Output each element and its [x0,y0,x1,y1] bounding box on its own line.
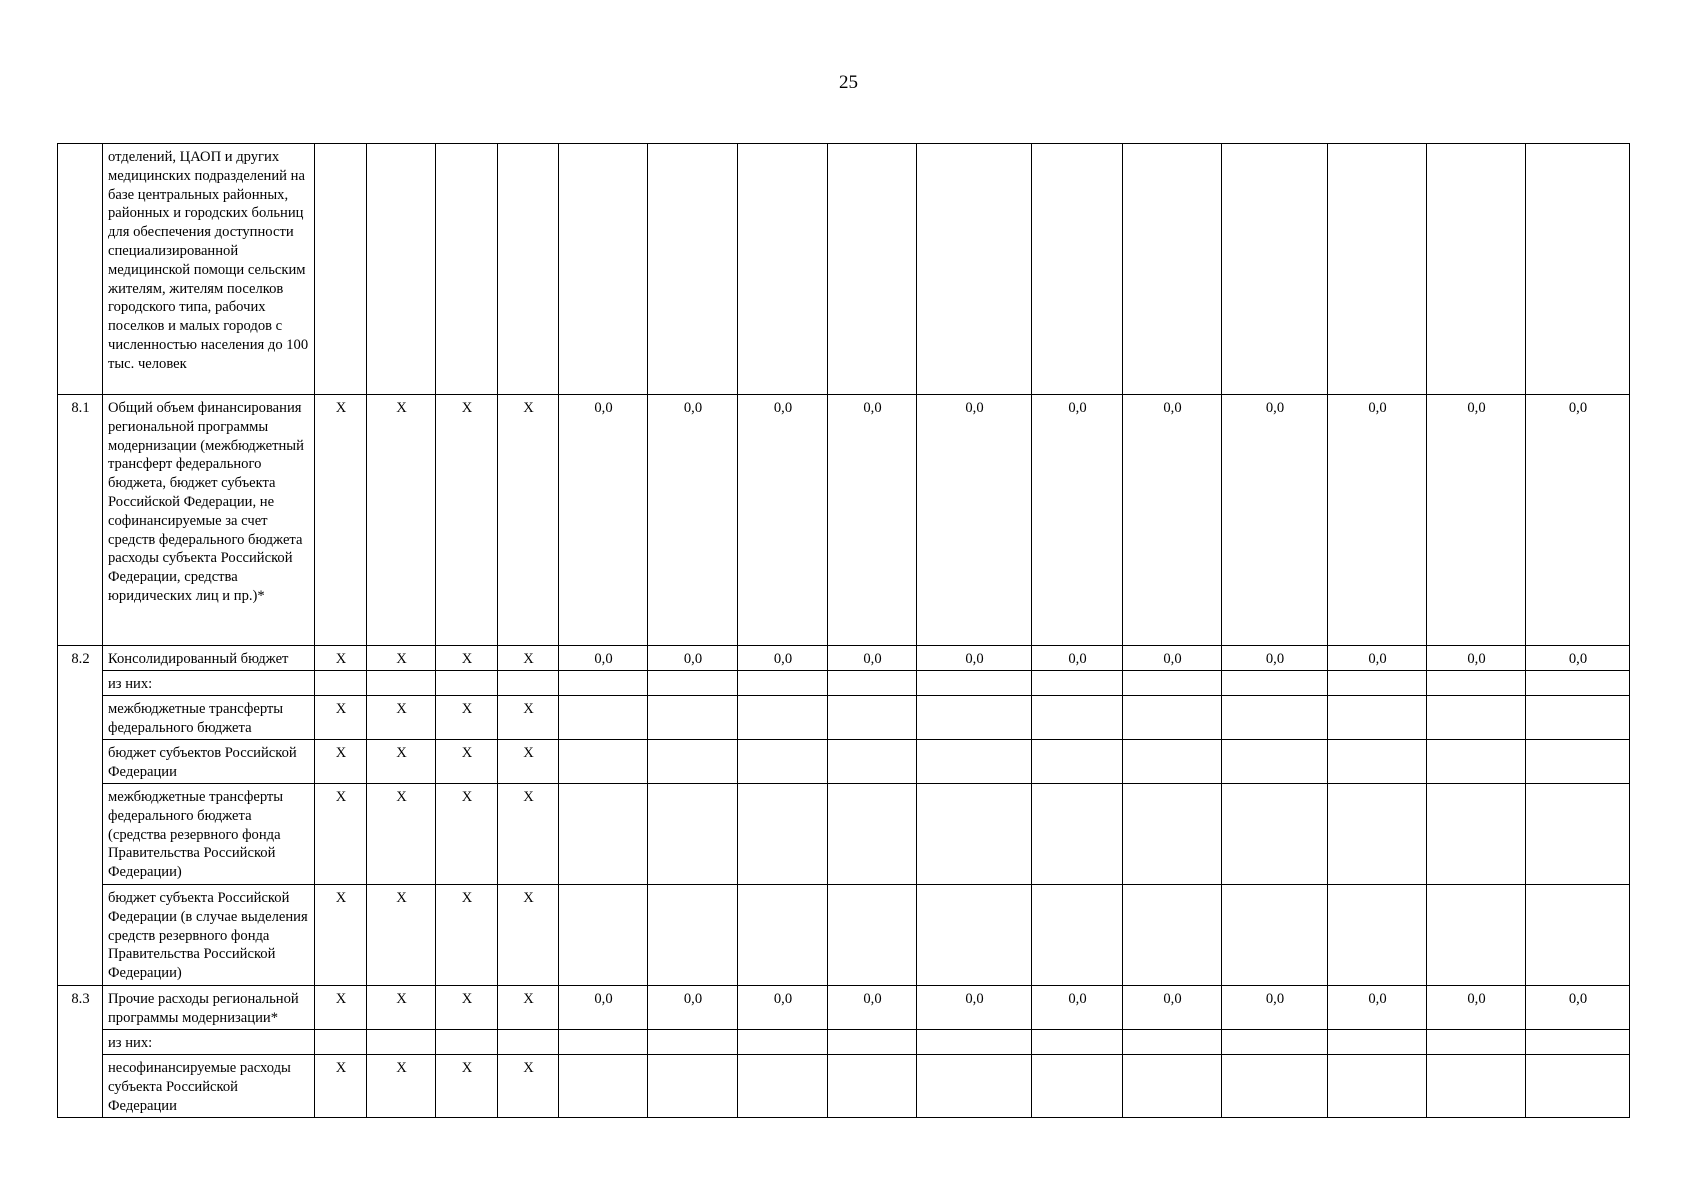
row-label: Общий объем финансирования региональной программы модернизации (межбюджетный трансферт федерального бюджета, бюджет субъекта Российской Федерации, не софинансируемые за счет средств федерального бюджета расходы субъекта Российской Федерации, средства юридических лиц и пр.)* [103,395,315,646]
value-cell [1032,1055,1123,1118]
value-cell: 0,0 [559,986,648,1030]
value-cell [1123,740,1222,784]
x-mark-cell: X [498,784,559,885]
value-cell [648,740,738,784]
value-cell [828,1055,917,1118]
x-mark-cell: X [315,646,367,671]
value-cell [738,784,828,885]
value-cell: 0,0 [828,986,917,1030]
value-cell [1222,671,1328,696]
value-cell: 0,0 [1032,986,1123,1030]
table-row [58,1030,1630,1055]
x-mark-cell [436,1030,498,1055]
x-mark-cell: X [367,646,436,671]
value-cell [1526,671,1630,696]
value-cell [738,696,828,740]
value-cell [828,1030,917,1055]
value-cell [559,1030,648,1055]
value-cell [738,1055,828,1118]
financing-table [57,143,1630,1118]
x-mark-cell: X [436,646,498,671]
x-mark-cell [498,144,559,395]
value-cell [1427,885,1526,986]
value-cell: 0,0 [1123,986,1222,1030]
value-cell: 0,0 [648,646,738,671]
value-cell [559,885,648,986]
x-mark-cell: X [436,1055,498,1118]
table-row [58,395,1630,646]
x-mark-cell: X [315,885,367,986]
row-label: межбюджетные трансферты федерального бюджета (средства резервного фонда Правительства Российской Федерации) [103,784,315,885]
x-mark-cell: X [498,646,559,671]
value-cell [648,696,738,740]
value-cell: 0,0 [1427,646,1526,671]
x-mark-cell: X [367,986,436,1030]
x-mark-cell: X [436,740,498,784]
table-row [58,671,1630,696]
value-cell: 0,0 [648,395,738,646]
value-cell [917,696,1032,740]
value-cell: 0,0 [738,646,828,671]
value-cell [1222,1055,1328,1118]
x-mark-cell: X [367,885,436,986]
value-cell [1222,740,1328,784]
value-cell: 0,0 [1222,986,1328,1030]
value-cell [917,740,1032,784]
value-cell [1526,144,1630,395]
value-cell [1427,671,1526,696]
x-mark-cell: X [436,696,498,740]
value-cell [1222,1030,1328,1055]
value-cell [738,885,828,986]
value-cell: 0,0 [1427,395,1526,646]
value-cell: 0,0 [1328,986,1427,1030]
x-mark-cell: X [315,740,367,784]
value-cell: 0,0 [1526,646,1630,671]
x-mark-cell [436,671,498,696]
value-cell [828,784,917,885]
value-cell: 0,0 [738,395,828,646]
value-cell: 0,0 [1526,986,1630,1030]
value-cell: 0,0 [1032,646,1123,671]
value-cell [1526,885,1630,986]
value-cell: 0,0 [1222,646,1328,671]
value-cell [559,696,648,740]
x-mark-cell [367,671,436,696]
value-cell [1222,696,1328,740]
value-cell [1328,740,1427,784]
row-label: отделений, ЦАОП и других медицинских подразделений на базе центральных районных, районных и городских больниц для обеспечения доступности специализированной медицинской помощи сельским жителям, жителям поселков городского типа, рабочих поселков и малых городов с численностью населения до 100 тыс. человек [103,144,315,395]
value-cell [648,784,738,885]
value-cell [1123,784,1222,885]
x-mark-cell: X [436,784,498,885]
row-number: 8.2 [58,646,103,986]
value-cell: 0,0 [1328,395,1427,646]
value-cell [1427,1030,1526,1055]
x-mark-cell [315,1030,367,1055]
value-cell: 0,0 [1032,395,1123,646]
value-cell [1222,144,1328,395]
x-mark-cell: X [315,784,367,885]
x-mark-cell [436,144,498,395]
row-label: несофинансируемые расходы субъекта Российской Федерации [103,1055,315,1118]
table-row [58,696,1630,740]
value-cell [1526,740,1630,784]
value-cell [917,1055,1032,1118]
value-cell [1123,671,1222,696]
row-label: из них: [103,1030,315,1055]
x-mark-cell: X [498,696,559,740]
value-cell: 0,0 [917,986,1032,1030]
table-row [58,784,1630,885]
value-cell [648,1055,738,1118]
value-cell [1526,696,1630,740]
value-cell [1222,885,1328,986]
x-mark-cell: X [315,986,367,1030]
x-mark-cell: X [367,740,436,784]
value-cell [559,784,648,885]
value-cell: 0,0 [828,395,917,646]
page-number: 25 [839,72,858,93]
value-cell [1123,144,1222,395]
value-cell [559,740,648,784]
value-cell [828,740,917,784]
table-row [58,740,1630,784]
value-cell [648,1030,738,1055]
value-cell [1328,784,1427,885]
value-cell [1032,1030,1123,1055]
x-mark-cell: X [367,1055,436,1118]
x-mark-cell [367,1030,436,1055]
value-cell [1427,1055,1526,1118]
value-cell [1526,1030,1630,1055]
table-row [58,986,1630,1030]
value-cell [1328,1055,1427,1118]
value-cell [1032,885,1123,986]
value-cell [917,144,1032,395]
value-cell [917,885,1032,986]
value-cell [1123,885,1222,986]
x-mark-cell [498,671,559,696]
row-label: межбюджетные трансферты федерального бюджета [103,696,315,740]
x-mark-cell: X [367,696,436,740]
value-cell [1123,1030,1222,1055]
value-cell [1123,1055,1222,1118]
x-mark-cell: X [367,395,436,646]
x-mark-cell: X [498,986,559,1030]
value-cell: 0,0 [828,646,917,671]
value-cell [917,1030,1032,1055]
value-cell: 0,0 [1222,395,1328,646]
row-label: из них: [103,671,315,696]
value-cell [1222,784,1328,885]
value-cell [559,671,648,696]
value-cell [828,696,917,740]
value-cell [828,144,917,395]
value-cell: 0,0 [917,646,1032,671]
value-cell: 0,0 [1328,646,1427,671]
row-label: бюджет субъекта Российской Федерации (в случае выделения средств резервного фонда Правительства Российской Федерации) [103,885,315,986]
value-cell: 0,0 [1427,986,1526,1030]
value-cell: 0,0 [559,395,648,646]
row-label: бюджет субъектов Российской Федерации [103,740,315,784]
value-cell [559,144,648,395]
value-cell: 0,0 [1123,646,1222,671]
x-mark-cell [367,144,436,395]
value-cell: 0,0 [559,646,648,671]
value-cell [1427,696,1526,740]
x-mark-cell: X [315,395,367,646]
value-cell: 0,0 [648,986,738,1030]
row-number [58,144,103,395]
value-cell [1526,784,1630,885]
x-mark-cell: X [315,696,367,740]
x-mark-cell [315,144,367,395]
row-label: Консолидированный бюджет [103,646,315,671]
table-row [58,885,1630,986]
value-cell [1032,740,1123,784]
value-cell [738,671,828,696]
x-mark-cell: X [367,784,436,885]
table-row [58,646,1630,671]
value-cell [1328,1030,1427,1055]
x-mark-cell: X [498,395,559,646]
value-cell [1526,1055,1630,1118]
value-cell [738,1030,828,1055]
value-cell [1032,144,1123,395]
x-mark-cell: X [436,986,498,1030]
value-cell: 0,0 [917,395,1032,646]
value-cell [1427,784,1526,885]
x-mark-cell: X [315,1055,367,1118]
value-cell [648,885,738,986]
x-mark-cell: X [436,885,498,986]
value-cell [1328,671,1427,696]
value-cell [1032,671,1123,696]
value-cell [1328,144,1427,395]
row-label: Прочие расходы региональной программы модернизации* [103,986,315,1030]
x-mark-cell [315,671,367,696]
value-cell [828,671,917,696]
value-cell: 0,0 [738,986,828,1030]
value-cell [1123,696,1222,740]
value-cell: 0,0 [1123,395,1222,646]
value-cell [738,740,828,784]
x-mark-cell: X [498,1055,559,1118]
x-mark-cell: X [498,740,559,784]
row-number: 8.3 [58,986,103,1118]
value-cell [1427,740,1526,784]
value-cell [559,1055,648,1118]
value-cell [917,784,1032,885]
table-row [58,1055,1630,1118]
value-cell [738,144,828,395]
row-number: 8.1 [58,395,103,646]
x-mark-cell [498,1030,559,1055]
value-cell [648,671,738,696]
table-row [58,144,1630,395]
value-cell [648,144,738,395]
value-cell [1328,885,1427,986]
x-mark-cell: X [436,395,498,646]
value-cell: 0,0 [1526,395,1630,646]
value-cell [1032,784,1123,885]
value-cell [828,885,917,986]
value-cell [1032,696,1123,740]
value-cell [917,671,1032,696]
value-cell [1328,696,1427,740]
x-mark-cell: X [498,885,559,986]
value-cell [1427,144,1526,395]
